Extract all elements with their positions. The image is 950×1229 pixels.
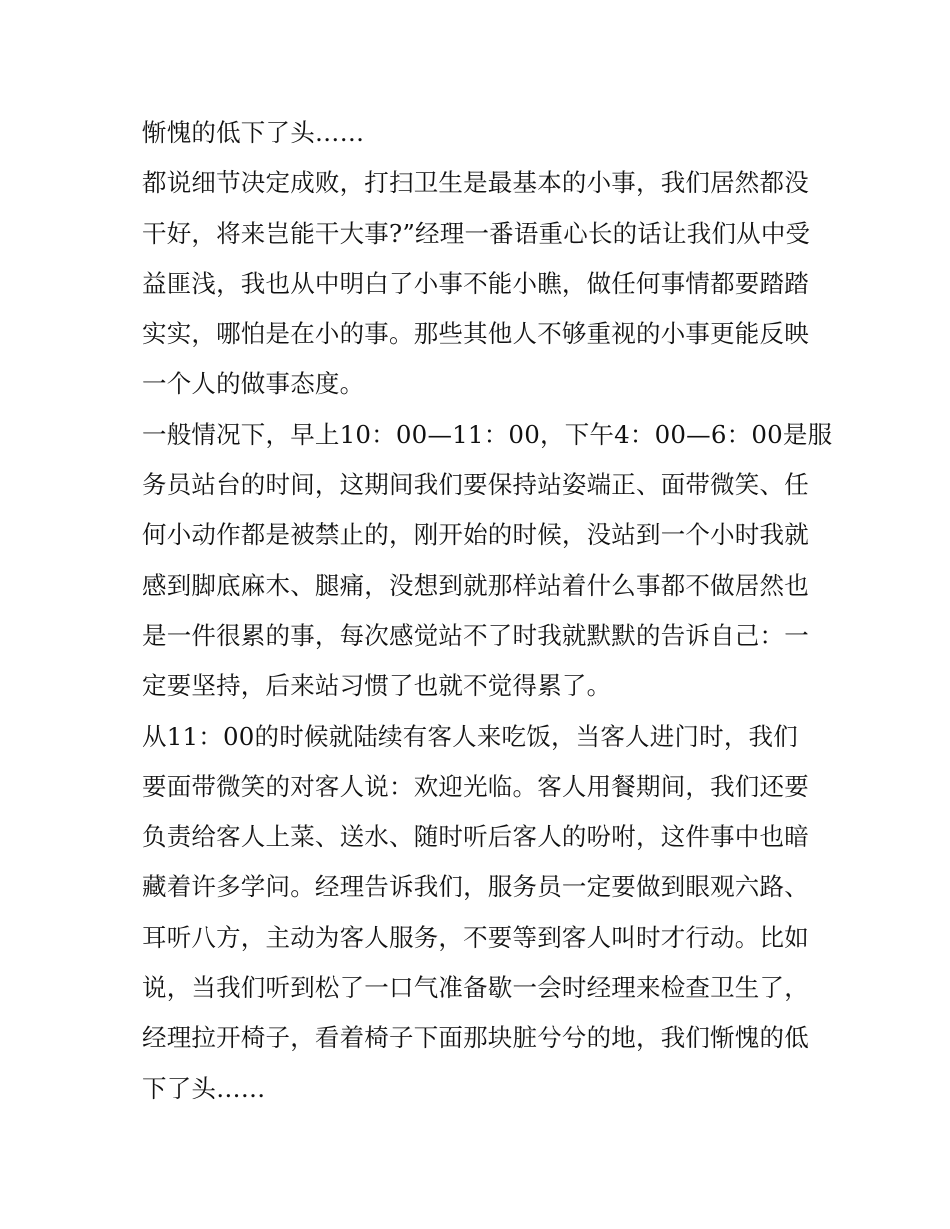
text-line: 一个人的做事态度。: [142, 369, 365, 399]
text-line: 经理拉开椅子，看着椅子下面那块脏兮兮的地，我们惭愧的低: [142, 1023, 809, 1053]
text-line: 惭愧的低下了头……: [142, 118, 365, 147]
text-line: 藏着许多学问。经理告诉我们，服务员一定要做到眼观六路、: [142, 872, 809, 902]
text-line: 下了头……: [142, 1073, 266, 1103]
text-line: 感到脚底麻木、腿痛，没想到就那样站着什么事都不做居然也: [142, 570, 809, 600]
text-line: 益匪浅，我也从中明白了小事不能小瞧，做任何事情都要踏踏: [142, 268, 809, 298]
text-line: 务员站台的时间，这期间我们要保持站姿端正、面带微笑、任: [142, 470, 809, 500]
text-line: 一般情况下，早上10：00—11：00，下午4：00—6：00是服: [142, 419, 833, 449]
text-line: 是一件很累的事，每次感觉站不了时我就默默的告诉自己：一: [142, 620, 809, 650]
text-line: 都说细节决定成败，打扫卫生是最基本的小事，我们居然都没: [142, 168, 809, 198]
text-line: 干好，将来岂能干大事?”经理一番语重心长的话让我们从中受: [142, 218, 811, 248]
text-line: 耳听八方，主动为客人服务，不要等到客人叫时才行动。比如: [142, 922, 809, 952]
text-line: 从11：00的时候就陆续有客人来吃饭，当客人进门时，我们: [142, 721, 798, 751]
document-body: [142, 108, 833, 1114]
text-line: 实实，哪怕是在小的事。那些其他人不够重视的小事更能反映: [142, 319, 809, 349]
text-line: 说，当我们听到松了一口气准备歇一会时经理来检查卫生了，: [142, 973, 809, 1003]
text-line: 定要坚持，后来站习惯了也就不觉得累了。: [142, 671, 612, 701]
text-line: 何小动作都是被禁止的，刚开始的时候，没站到一个小时我就: [142, 520, 809, 550]
text-line: 负责给客人上菜、送水、随时听后客人的吩咐，这件事中也暗: [142, 822, 809, 852]
text-line: 要面带微笑的对客人说：欢迎光临。客人用餐期间，我们还要: [142, 771, 809, 801]
